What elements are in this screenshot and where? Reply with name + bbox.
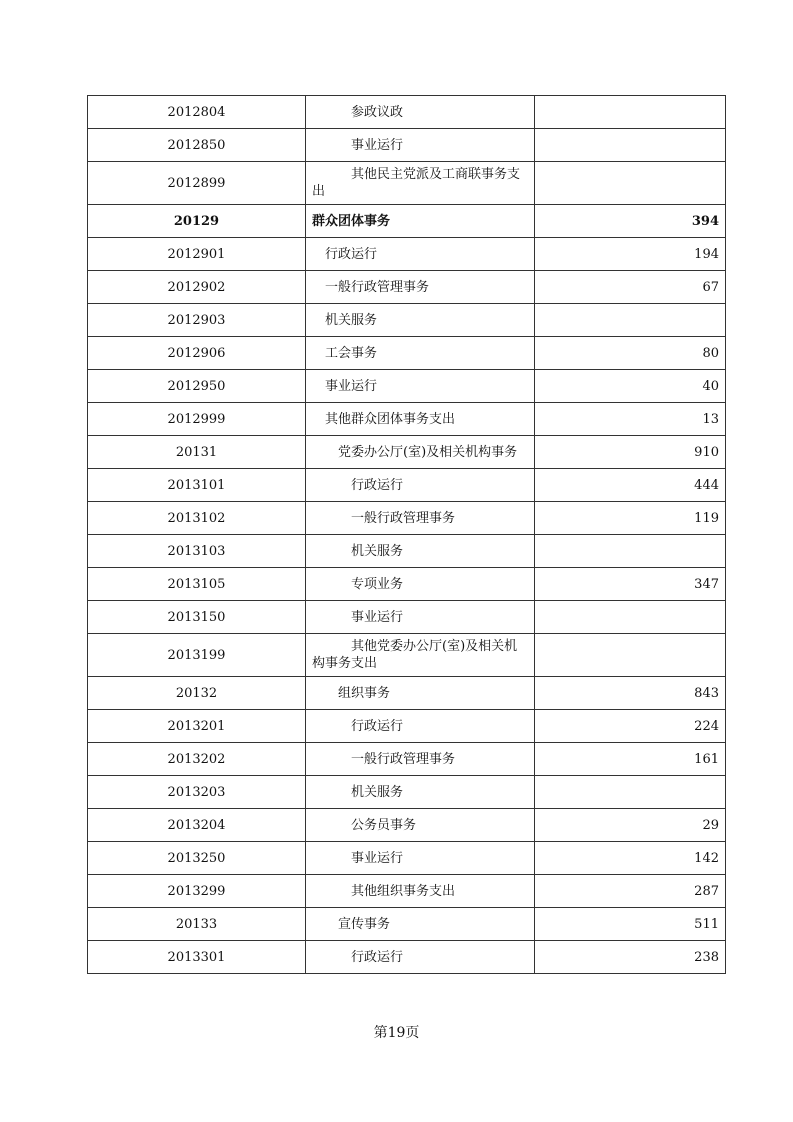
table-row (88, 205, 726, 238)
item-name-cell: 党委办公厅(室)及相关机构事务 (306, 436, 535, 469)
item-code-cell: 2012901 (88, 238, 306, 271)
item-amount-cell: 119 (535, 502, 726, 535)
item-code-cell: 20132 (88, 677, 306, 710)
item-name-cell: 其他群众团体事务支出 (306, 403, 535, 436)
item-amount-cell (535, 96, 726, 129)
item-code-cell: 2013105 (88, 568, 306, 601)
item-amount-cell (535, 129, 726, 162)
item-name-cell: 参政议政 (306, 96, 535, 129)
item-code-cell: 2013301 (88, 941, 306, 974)
item-name-cell: 事业运行 (306, 842, 535, 875)
item-amount-cell: 29 (535, 809, 726, 842)
table-row (88, 469, 726, 502)
item-amount-cell: 194 (535, 238, 726, 271)
item-code-cell: 2012906 (88, 337, 306, 370)
table-row (88, 271, 726, 304)
item-amount-cell (535, 304, 726, 337)
item-name-cell: 事业运行 (306, 129, 535, 162)
item-name-cell: 事业运行 (306, 601, 535, 634)
item-amount-cell: 511 (535, 908, 726, 941)
item-amount-cell: 287 (535, 875, 726, 908)
table-row (88, 743, 726, 776)
item-code-cell: 2012999 (88, 403, 306, 436)
item-code-cell: 2013103 (88, 535, 306, 568)
item-name-cell: 其他民主党派及工商联事务支出 (306, 162, 535, 205)
item-code-cell: 2013203 (88, 776, 306, 809)
item-name-cell: 工会事务 (306, 337, 535, 370)
table-row (88, 875, 726, 908)
table-row (88, 238, 726, 271)
table-row (88, 96, 726, 129)
table-row (88, 436, 726, 469)
item-code-cell: 2012850 (88, 129, 306, 162)
item-amount-cell: 394 (535, 205, 726, 238)
item-code-cell: 2013204 (88, 809, 306, 842)
item-amount-cell (535, 535, 726, 568)
item-name-cell: 行政运行 (306, 710, 535, 743)
item-name-cell: 群众团体事务 (306, 205, 535, 238)
item-code-cell: 2012902 (88, 271, 306, 304)
table-row (88, 337, 726, 370)
item-name-cell: 宣传事务 (306, 908, 535, 941)
table-row (88, 710, 726, 743)
item-amount-cell (535, 776, 726, 809)
item-code-cell: 2012899 (88, 162, 306, 205)
table-row (88, 908, 726, 941)
table-row (88, 129, 726, 162)
budget-table (87, 95, 726, 974)
item-amount-cell (535, 601, 726, 634)
item-code-cell: 2013199 (88, 634, 306, 677)
item-name-cell: 专项业务 (306, 568, 535, 601)
item-code-cell: 2013201 (88, 710, 306, 743)
item-name-cell: 行政运行 (306, 941, 535, 974)
table-row (88, 941, 726, 974)
item-name-cell: 机关服务 (306, 304, 535, 337)
item-name-cell: 一般行政管理事务 (306, 271, 535, 304)
item-code-cell: 2013101 (88, 469, 306, 502)
item-code-cell: 2013299 (88, 875, 306, 908)
table-row (88, 601, 726, 634)
item-amount-cell: 238 (535, 941, 726, 974)
item-code-cell: 2013250 (88, 842, 306, 875)
item-amount-cell: 80 (535, 337, 726, 370)
item-name-cell: 其他党委办公厅(室)及相关机构事务支出 (306, 634, 535, 677)
item-name-cell: 行政运行 (306, 238, 535, 271)
table-row (88, 809, 726, 842)
item-code-cell: 20129 (88, 205, 306, 238)
item-name-cell: 机关服务 (306, 776, 535, 809)
item-code-cell: 2013102 (88, 502, 306, 535)
table-row (88, 403, 726, 436)
item-code-cell: 20131 (88, 436, 306, 469)
item-code-cell: 2012903 (88, 304, 306, 337)
table-row (88, 568, 726, 601)
item-name-cell: 一般行政管理事务 (306, 502, 535, 535)
item-name-cell: 行政运行 (306, 469, 535, 502)
item-name-cell: 其他组织事务支出 (306, 875, 535, 908)
table-row (88, 776, 726, 809)
item-amount-cell: 40 (535, 370, 726, 403)
item-code-cell: 2013150 (88, 601, 306, 634)
table-row (88, 842, 726, 875)
item-amount-cell: 13 (535, 403, 726, 436)
item-amount-cell: 142 (535, 842, 726, 875)
item-name-cell: 机关服务 (306, 535, 535, 568)
item-name-cell: 组织事务 (306, 677, 535, 710)
table-row (88, 535, 726, 568)
item-code-cell: 2013202 (88, 743, 306, 776)
table-row (88, 370, 726, 403)
table-row (88, 502, 726, 535)
item-name-cell: 一般行政管理事务 (306, 743, 535, 776)
item-name-cell: 公务员事务 (306, 809, 535, 842)
table-row (88, 634, 726, 677)
item-amount-cell: 67 (535, 271, 726, 304)
item-name-cell: 事业运行 (306, 370, 535, 403)
table-row (88, 677, 726, 710)
table-row (88, 304, 726, 337)
item-amount-cell (535, 634, 726, 677)
table-body (88, 96, 726, 974)
item-code-cell: 2012950 (88, 370, 306, 403)
item-code-cell: 20133 (88, 908, 306, 941)
item-amount-cell: 843 (535, 677, 726, 710)
item-amount-cell: 224 (535, 710, 726, 743)
item-amount-cell (535, 162, 726, 205)
table-row (88, 162, 726, 205)
item-amount-cell: 161 (535, 743, 726, 776)
item-code-cell: 2012804 (88, 96, 306, 129)
item-amount-cell: 347 (535, 568, 726, 601)
page-number: 第19页 (373, 1025, 420, 1041)
item-amount-cell: 444 (535, 469, 726, 502)
item-amount-cell: 910 (535, 436, 726, 469)
